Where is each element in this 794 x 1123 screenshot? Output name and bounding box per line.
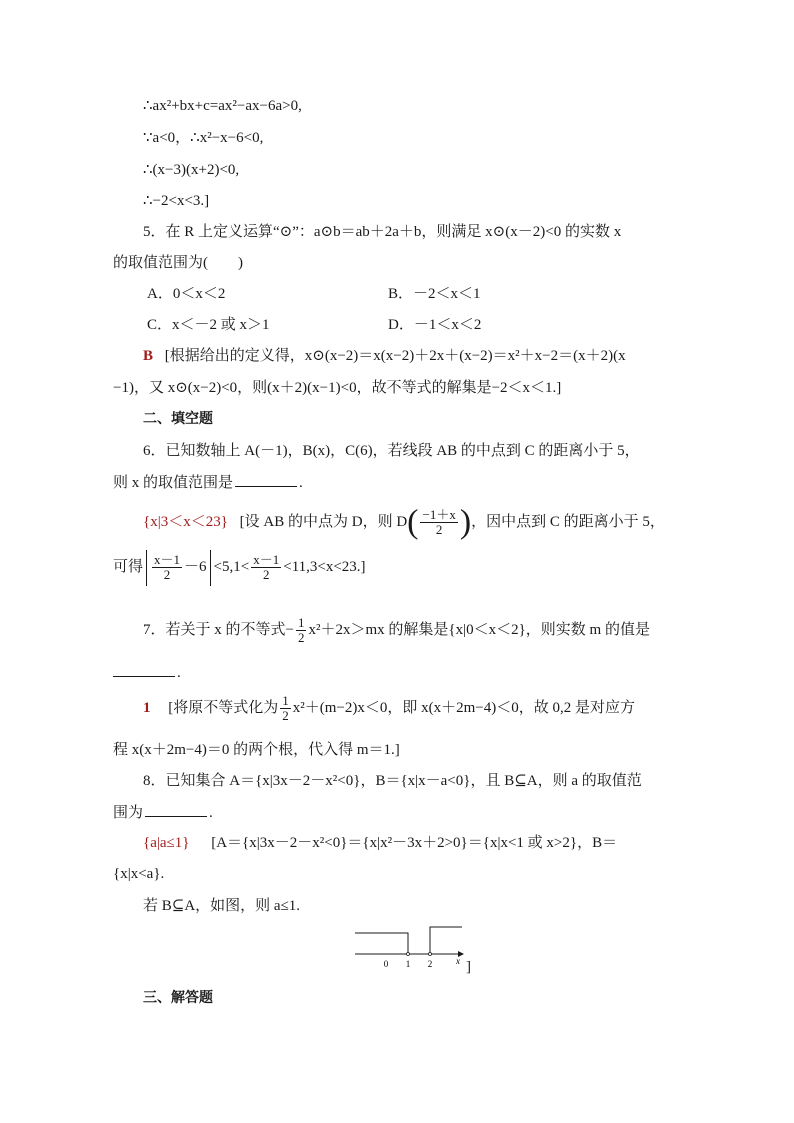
q6-range-denominator: 2 [262,567,270,583]
q5-answer: B [143,348,154,364]
tick-label-1: 1 [405,959,411,969]
q8-solution-line-1 [143,833,617,853]
q6-fraction-numerator: −1＋x [422,507,456,523]
set-b-bracket [355,933,408,954]
q7-solution-line-2: 程 x(x＋2m−4)＝0 的两个根，代入得 m＝1.] [113,742,400,758]
q7-fraction-denominator: 2 [297,630,305,646]
q7-stem-text-a: 7．若关于 x 的不等式− [143,622,294,638]
q6-solution-text-2d: <11,3<x<23.] [283,559,366,575]
q6-solution-text-1b: ，因中点到 C 的距离小于 5， [471,514,665,530]
q7-solution-text-1b: x²＋(m−2)x＜0，即 x(x＋2m−4)＜0，故 0,2 是对应方 [292,700,635,716]
q6-range-numerator: x－1 [253,552,280,568]
q5-stem-line-1: 5．在 R 上定义运算“⊙”：a⊙b＝ab＋2a＋b，则满足 x⊙(x－2)<0 的实数 x [143,224,622,240]
q7-stem-line-1 [143,612,650,648]
q6-answer-blank [235,472,297,487]
q8-stem-line-1: 8．已知集合 A＝{x|3x－2－x²<0}，B＝{x|x－a<0}，且 B⊆A，则 a 的取值范 [143,773,642,789]
solution-line-2: ∵a<0，∴x²−x−6<0, [143,130,264,146]
q8-solution-line-2: {x|x<a}. [113,866,165,882]
q6-right-paren: ) [459,503,472,541]
q5-solution-line-2: −1)，又 x⊙(x−2)<0，则(x＋2)(x−1)<0，故不等式的解集是−2＜x＜1.] [113,380,562,396]
q6-fraction-denominator: 2 [435,522,443,538]
q6-solution-text-2a: 可得 [113,559,144,575]
section-heading-solutions: 三、解答题 [143,990,213,1006]
q6-midpoint-fraction [420,508,457,537]
q6-solution-text-1a: [设 AB 的中点为 D，则 D [239,514,408,530]
q5-option-c: C．x＜－2 或 x＞1 [147,317,270,333]
q8-stem-period: . [209,805,213,821]
q5-option-d: D．－1＜x＜2 [388,317,482,333]
q7-answer-blank [113,662,175,677]
q6-stem-line-2 [113,472,303,493]
q6-abs-denominator: 2 [163,567,171,583]
q7-solution-line-1 [143,690,635,726]
q7-answer: 1 [143,700,151,716]
q6-abs-numerator: x－1 [154,552,181,568]
q8-stem-line-2 [113,802,213,823]
q7-solution-numerator: 1 [282,693,289,709]
q8-solution-text-1: [A＝{x|3x－2－x²<0}＝{x|x²－3x＋2>0}＝{x|x<1 或 x>2}，B＝ [211,835,618,851]
q6-abs-fraction [152,553,182,582]
q6-solution-text-2c: <5,1< [213,559,250,575]
q5-option-a: A．0＜x＜2 [147,286,226,302]
q6-stem-line-1: 6．已知数轴上 A(－1)，B(x)，C(6)，若线段 AB 的中点到 C 的距离小于 5， [143,443,640,459]
solution-line-3: ∴(x−3)(x+2)<0, [143,162,240,178]
tick-label-2: 2 [427,959,433,969]
solution-line-4: ∴−2<x<3.] [143,193,210,209]
q7-solution-fraction [280,694,291,723]
point-1-marker [407,953,410,956]
point-2-marker [429,953,432,956]
q7-stem-line-2 [113,662,181,683]
number-line-figure [350,924,480,970]
q8-answer-blank [145,802,207,817]
q6-stem-text: 则 x 的取值范围是 [113,475,234,491]
q6-left-paren: ( [407,503,419,541]
q7-stem-text-b: x²＋2x＞mx 的解集是{x|0＜x＜2}，则实数 m 的值是 [308,622,650,638]
q6-stem-period: . [299,475,303,491]
set-a-bracket [430,927,462,954]
q6-solution-line-1 [143,504,665,540]
q7-stem-fraction [296,616,307,645]
q6-solution-line-2 [113,549,366,585]
q6-solution-text-2b: －6 [184,559,207,575]
q8-stem-text: 围为 [113,805,144,821]
q6-abs-bar-left [146,550,147,586]
q5-stem-line-2: 的取值范围为( ) [113,255,243,271]
q7-solution-text-1a: [将原不等式化为 [168,700,279,716]
q8-closing-bracket: ] [466,959,471,975]
q7-stem-period: . [177,665,181,681]
solution-line-1: ∴ax²+bx+c=ax²−ax−6a>0, [143,98,302,114]
q7-fraction-numerator: 1 [297,615,305,631]
tick-label-0: 0 [383,959,389,969]
q6-answer: {x|3＜x＜23} [143,514,228,530]
axis-label-x: x [456,956,460,966]
q8-solution-line-3: 若 B⊆A，如图，则 a≤1. [143,898,301,914]
q7-solution-denominator: 2 [282,708,289,724]
q5-solution-text-1: [根据给出的定义得，x⊙(x−2)＝x(x−2)＋2x＋(x−2)＝x²＋x−2＝(x＋2)(x [164,348,626,364]
section-heading-fill-blank: 二、填空题 [143,411,213,427]
q8-answer: {a|a≤1} [143,835,190,851]
q6-range-fraction [251,553,281,582]
q6-abs-bar-right [210,550,211,586]
q5-solution-line-1 [143,346,626,366]
q5-option-b: B．－2＜x＜1 [388,286,481,302]
